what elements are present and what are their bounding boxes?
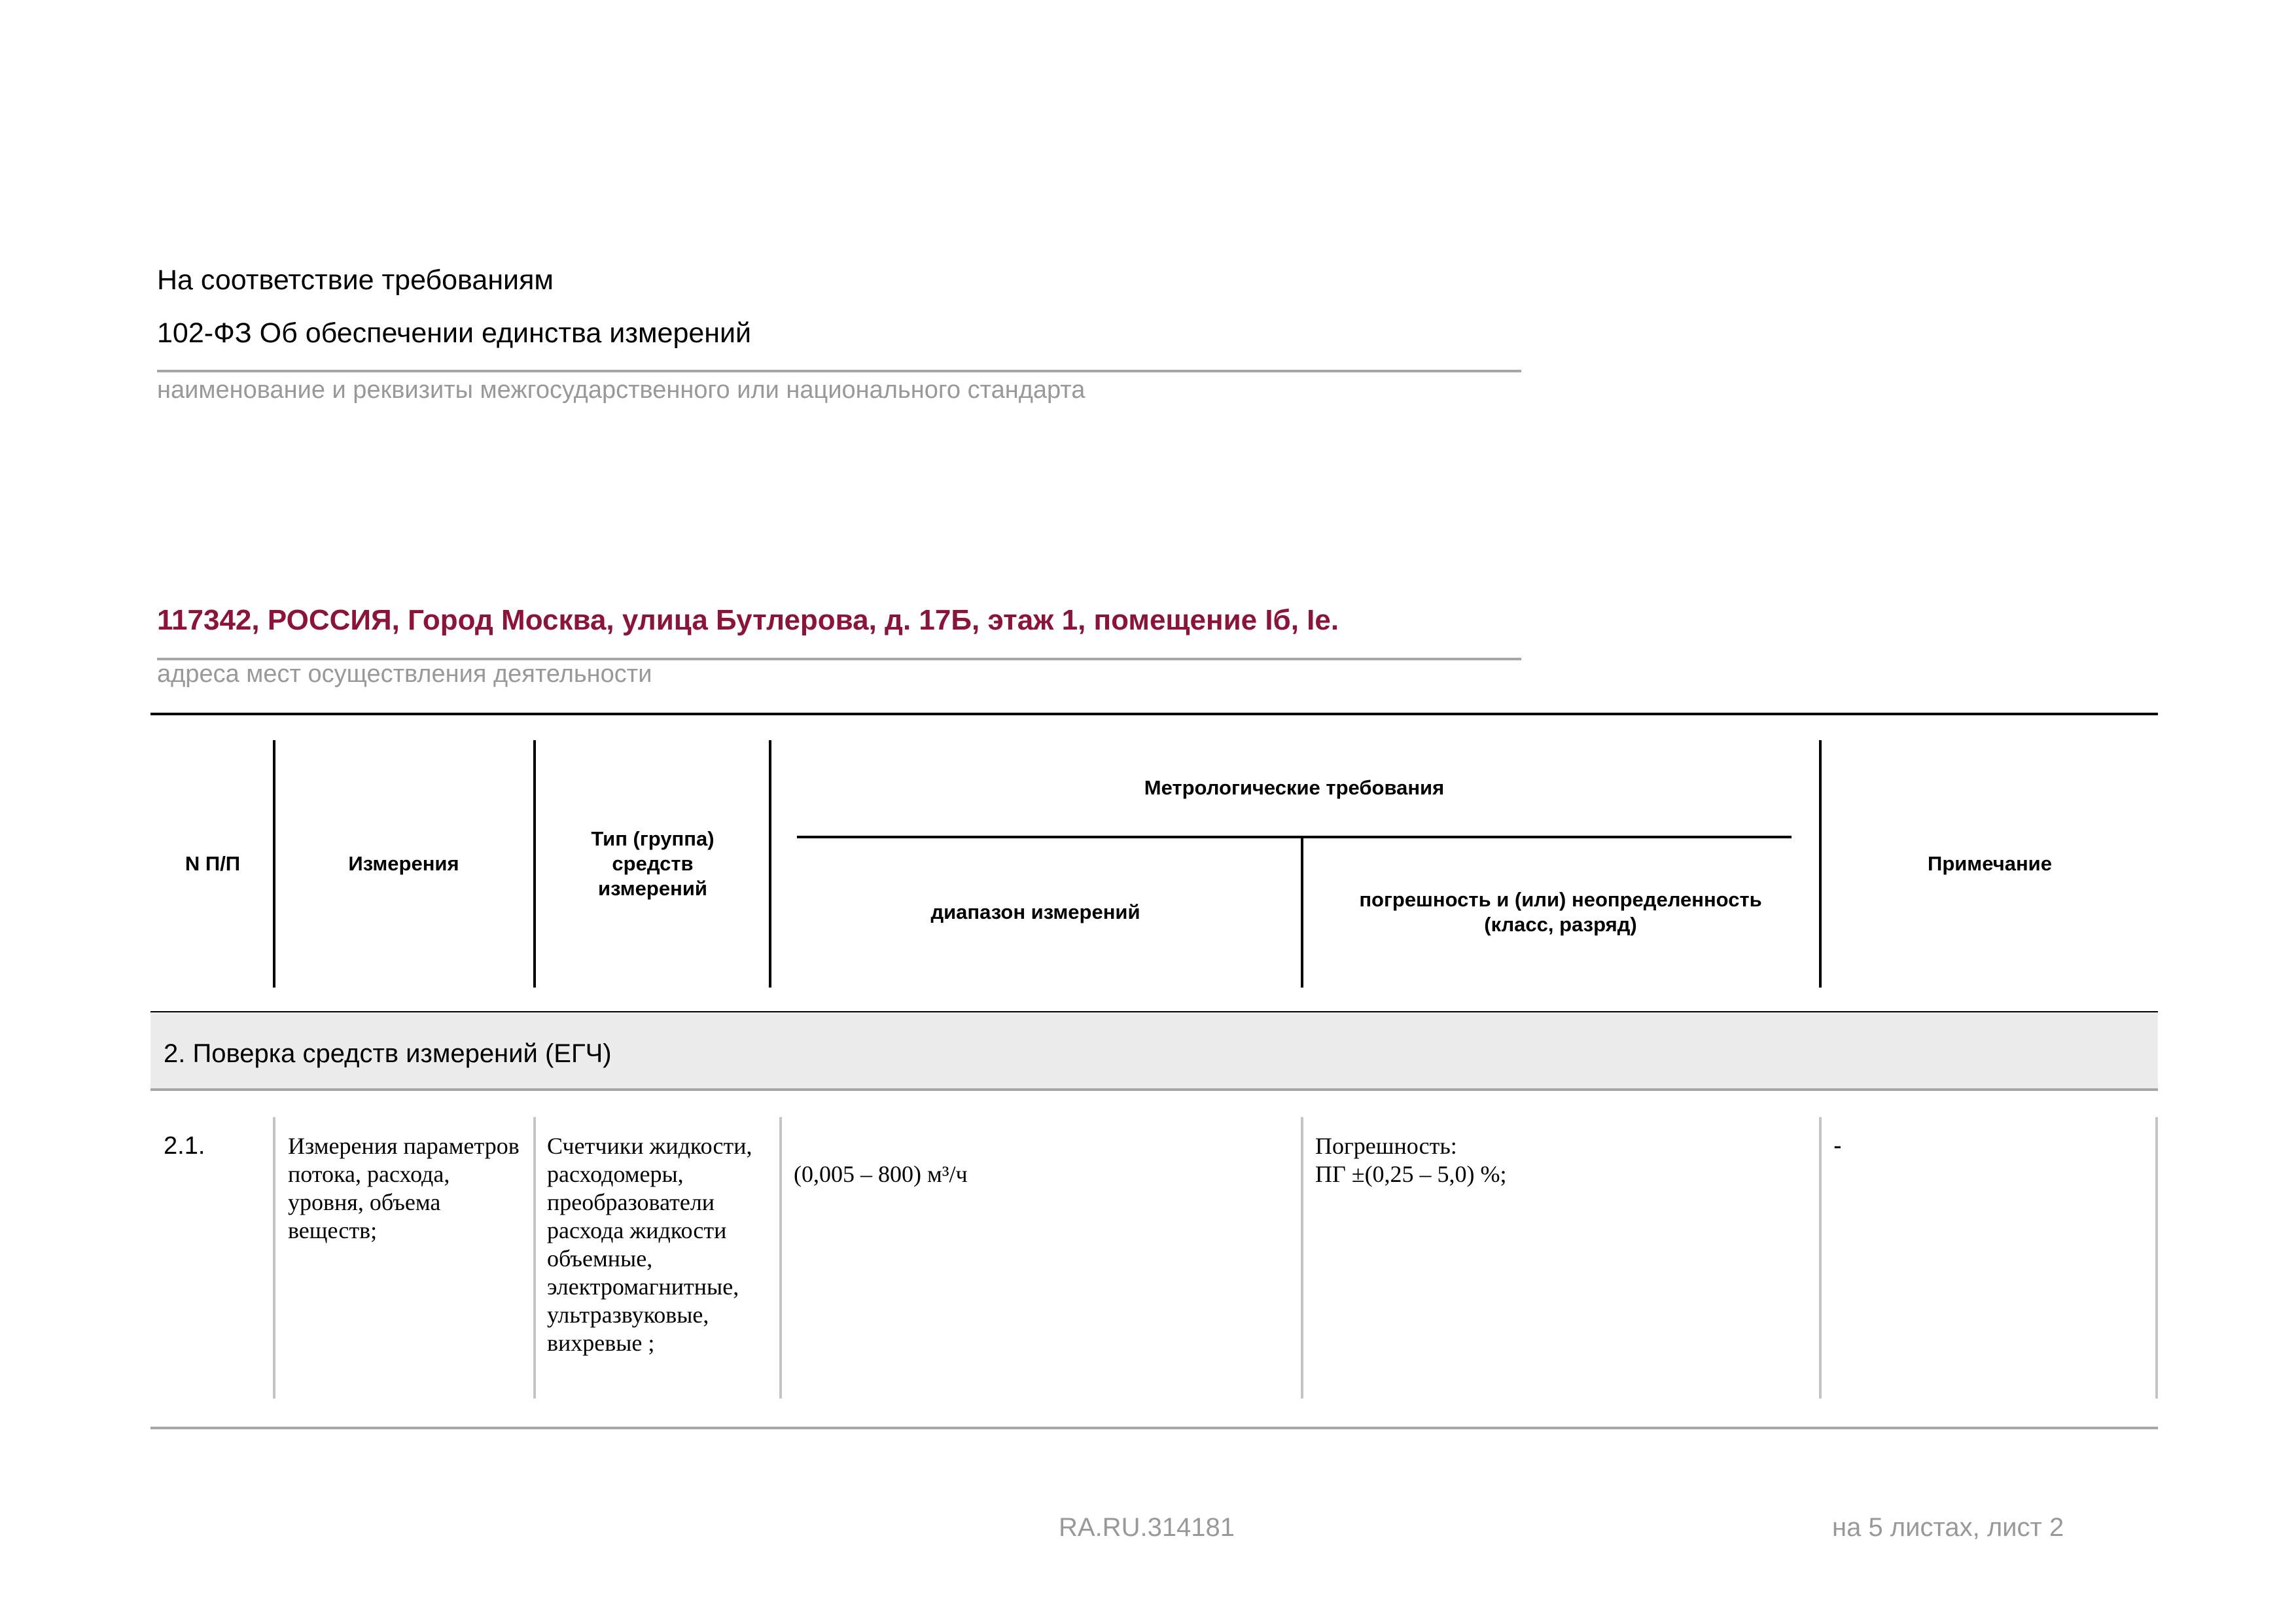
row-note: - bbox=[1833, 1132, 1842, 1160]
standard-caption: наименование и реквизиты межгосударственного или национального стандарта bbox=[157, 376, 1086, 404]
header-metrological: Метрологические требования bbox=[1144, 776, 1445, 799]
row-range: (0,005 – 800) м³/ч bbox=[794, 1161, 968, 1187]
section-title: 2. Поверка средств измерений (ЕГЧ) bbox=[164, 1039, 612, 1068]
row-divider bbox=[779, 1117, 782, 1399]
standard-intro: На соответствие требованиям bbox=[157, 264, 554, 296]
row-divider bbox=[1301, 1117, 1303, 1399]
row-type-group: Счетчики жидкости, расходомеры, преобразователи расхода жидкости объемные, электромагнитные, ультразвуковые, вихревые ; bbox=[547, 1133, 752, 1356]
table-top-rule bbox=[150, 713, 2158, 715]
standard-underline bbox=[157, 370, 1521, 372]
registration-number: RA.RU.314181 bbox=[1059, 1513, 1235, 1542]
row-divider bbox=[1819, 1117, 1822, 1399]
section-bottom-rule bbox=[150, 1088, 2158, 1091]
row-measurements: Измерения параметров потока, расхода, уровня, объема веществ; bbox=[288, 1133, 520, 1243]
header-divider bbox=[533, 740, 536, 988]
header-error: погрешность и (или) неопределенность (класс, разряд) bbox=[1359, 888, 1762, 936]
header-type-group: Тип (группа) средств измерений bbox=[591, 827, 715, 900]
header-num: N П/П bbox=[185, 852, 241, 875]
sheet-counter: на 5 листах, лист 2 bbox=[1832, 1513, 2064, 1542]
standard-name: 102-ФЗ Об обеспечении единства измерений bbox=[157, 317, 752, 349]
table-bottom-rule bbox=[150, 1427, 2158, 1429]
row-num: 2.1. bbox=[164, 1132, 205, 1160]
address-text: 117342, РОССИЯ, Город Москва, улица Бутлерова, д. 17Б, этаж 1, помещение Iб, Iе. bbox=[157, 604, 1339, 636]
row-error-label: Погрешность: bbox=[1315, 1133, 1457, 1159]
address-caption: адреса мест осуществления деятельности bbox=[157, 660, 652, 688]
header-divider bbox=[1301, 838, 1303, 988]
header-range: диапазон измерений bbox=[930, 901, 1140, 923]
header-measurements: Измерения bbox=[348, 852, 459, 875]
header-note: Примечание bbox=[1928, 852, 2052, 875]
row-divider bbox=[273, 1117, 275, 1399]
metrological-subrule bbox=[797, 836, 1792, 838]
row-divider bbox=[533, 1117, 536, 1399]
row-error-value: ПГ ±(0,25 – 5,0) %; bbox=[1315, 1161, 1507, 1187]
row-divider bbox=[2155, 1117, 2158, 1399]
